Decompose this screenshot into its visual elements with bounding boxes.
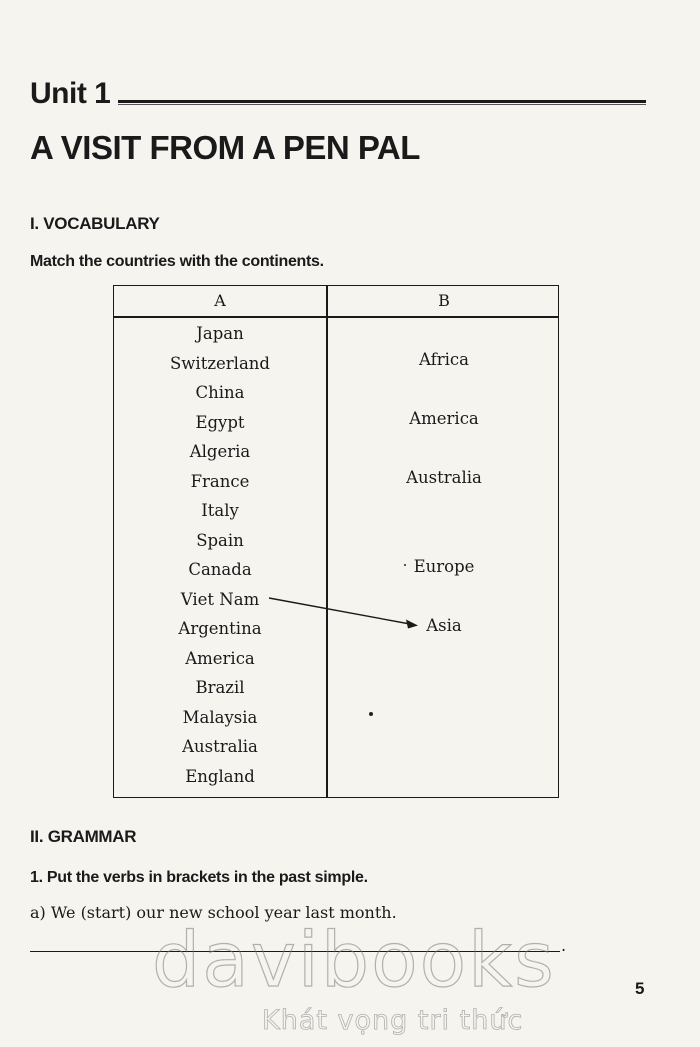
matching-table [113,285,559,798]
watermark-tagline: Khát vọng tri thức [262,1005,524,1036]
country-item: Argentina [178,619,262,638]
arrow-line [269,598,410,624]
country-item: England [185,766,255,786]
vocabulary-instruction: Match the countries with the continents. [30,253,324,270]
speck [369,712,373,716]
country-item: Malaysia [182,707,258,727]
country-item: Brazil [195,678,245,697]
exercise-item-a: a) We (start) our new school year last month. [30,903,397,922]
continent-item: Australia [406,468,482,487]
column-a-header: A [214,291,226,310]
page-number: 5 [635,979,645,998]
column-b-header: B [438,291,450,310]
page-title: A VISIT FROM A PEN PAL [30,129,420,166]
country-item: Switzerland [170,353,270,373]
vocabulary-heading: I. VOCABULARY [30,214,160,233]
country-item: Canada [188,560,252,579]
country-item: Japan [196,324,244,343]
continent-item: Africa [419,350,469,369]
country-item: America [185,648,255,668]
country-item: Australia [182,737,258,756]
unit-title-rule [118,100,646,103]
watermark-brand: davibooks [152,915,556,1004]
answer-end-mark: . [561,936,567,955]
arrow-head [406,620,418,629]
country-item: China [195,383,245,402]
country-item: Algeria [189,442,251,461]
country-item: France [190,471,250,491]
continent-item: Europe [413,557,475,576]
country-item: Viet Nam [180,589,260,609]
continent-item: America [409,409,479,428]
speck [404,564,406,566]
unit-title-rule-thin [118,104,646,105]
country-item: Egypt [195,412,245,432]
grammar-heading: II. GRAMMAR [30,827,137,846]
unit-title: Unit 1 [30,77,111,110]
country-item: Spain [196,530,244,550]
continent-item: Asia [426,616,462,635]
example-match-arrow [114,286,560,799]
country-item: Italy [201,501,239,520]
exercise-instruction: 1. Put the verbs in brackets in the past simple. [30,869,368,886]
